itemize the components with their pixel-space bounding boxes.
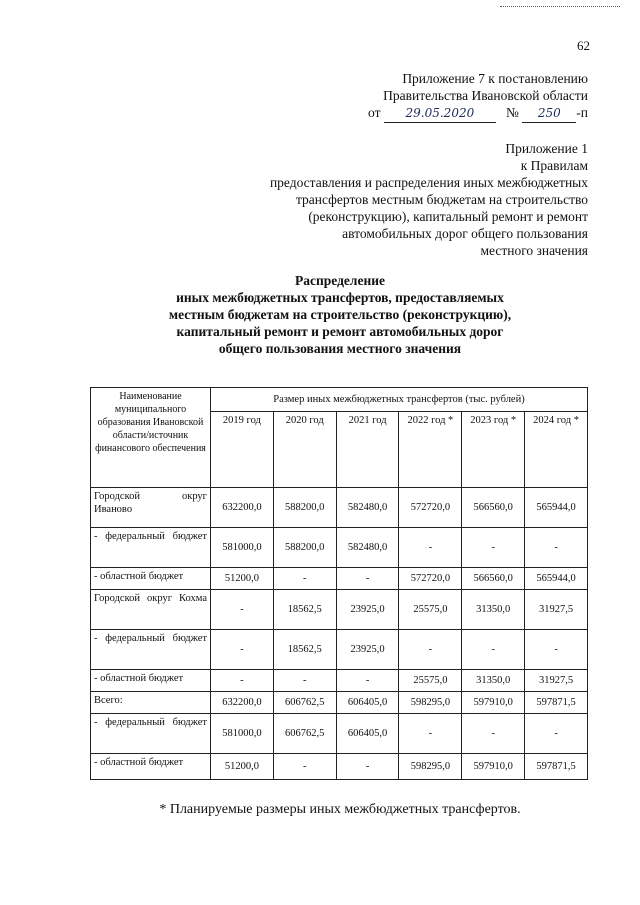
cell-value: - <box>273 670 336 692</box>
cell-value: 18562,5 <box>273 590 336 630</box>
table-body <box>91 488 588 780</box>
cell-value: - <box>525 714 588 754</box>
cell-value: 632200,0 <box>211 488 274 528</box>
title-line4: капитальный ремонт и ремонт автомобильных дорог <box>176 324 504 339</box>
cell-value: 25575,0 <box>399 590 462 630</box>
cell-value: 565944,0 <box>525 488 588 528</box>
table-row <box>91 670 588 692</box>
cell-value: 606405,0 <box>336 714 399 754</box>
cell-value: 582480,0 <box>336 488 399 528</box>
cell-value: - <box>336 568 399 590</box>
cell-value: 598295,0 <box>399 692 462 714</box>
cell-value: - <box>273 568 336 590</box>
cell-value: 597871,5 <box>525 692 588 714</box>
year-header: 2019 год <box>211 412 274 488</box>
number-suffix: -п <box>576 105 588 120</box>
row-label: - областной бюджет <box>91 568 211 590</box>
annex1-line5: (реконструкцию), капитальный ремонт и ремонт <box>308 209 588 224</box>
cell-value: - <box>399 714 462 754</box>
page-number: 62 <box>577 38 590 53</box>
cell-value: - <box>462 714 525 754</box>
year-header: 2021 год <box>336 412 399 488</box>
annex7-header <box>368 70 588 123</box>
title-line5: общего пользования местного значения <box>218 341 462 356</box>
table-row <box>91 568 588 590</box>
cell-value: - <box>462 630 525 670</box>
cell-value: 588200,0 <box>273 488 336 528</box>
cell-value: - <box>211 590 274 630</box>
cell-value: 606762,5 <box>273 692 336 714</box>
cell-value: 581000,0 <box>211 714 274 754</box>
title-line3: местным бюджетам на строительство (реконструкцию), <box>168 307 512 322</box>
cell-value: - <box>336 754 399 780</box>
cell-value: - <box>525 528 588 568</box>
scan-artifact <box>500 6 620 9</box>
size-column-header: Размер иных межбюджетных трансфертов (тыс. рублей) <box>211 388 588 412</box>
table-row <box>91 590 588 630</box>
cell-value: 51200,0 <box>211 568 274 590</box>
row-label: Городской округ Иваново <box>91 488 211 528</box>
cell-value: 588200,0 <box>273 528 336 568</box>
cell-value: 572720,0 <box>399 488 462 528</box>
document-title <box>90 272 590 357</box>
annex1-line4: трансфертов местным бюджетам на строительство <box>295 192 588 207</box>
table-row <box>91 630 588 670</box>
cell-value: 597871,5 <box>525 754 588 780</box>
cell-value: 31927,5 <box>525 590 588 630</box>
year-header: 2022 год * <box>399 412 462 488</box>
cell-value: 572720,0 <box>399 568 462 590</box>
cell-value: 23925,0 <box>336 590 399 630</box>
name-column-header: Наименование муниципального образования Ивановской области/источник финансового обеспечения <box>91 388 211 488</box>
table-row <box>91 692 588 714</box>
annex1-header <box>208 140 588 259</box>
handwritten-number: 250 <box>522 105 576 123</box>
year-header: 2020 год <box>273 412 336 488</box>
number-sign: № <box>506 105 519 120</box>
title-line1: Распределение <box>294 273 386 288</box>
cell-value: 606405,0 <box>336 692 399 714</box>
cell-value: - <box>211 630 274 670</box>
annex1-line7: местного значения <box>480 243 588 258</box>
cell-value: - <box>525 630 588 670</box>
row-label: Городской округ Кохма <box>91 590 211 630</box>
row-label: - федеральный бюджет <box>91 630 211 670</box>
annex7-line1: Приложение 7 к постановлению <box>402 71 588 86</box>
cell-value: 581000,0 <box>211 528 274 568</box>
cell-value: 582480,0 <box>336 528 399 568</box>
annex1-line2: к Правилам <box>520 158 588 173</box>
annex7-line2: Правительства Ивановской области <box>383 88 588 103</box>
annex7-date-line <box>368 104 588 123</box>
row-label: - федеральный бюджет <box>91 528 211 568</box>
row-label: - областной бюджет <box>91 670 211 692</box>
cell-value: 23925,0 <box>336 630 399 670</box>
annex1-line3: предоставления и распределения иных межбюджетных <box>269 175 588 190</box>
cell-value: 51200,0 <box>211 754 274 780</box>
title-line2: иных межбюджетных трансфертов, предоставляемых <box>176 290 504 305</box>
cell-value: 566560,0 <box>462 488 525 528</box>
table-row <box>91 528 588 568</box>
cell-value: - <box>211 670 274 692</box>
row-label: - федеральный бюджет <box>91 714 211 754</box>
date-prefix: от <box>368 105 381 120</box>
cell-value: 31350,0 <box>462 590 525 630</box>
table-row <box>91 714 588 754</box>
table-row <box>91 754 588 780</box>
year-header: 2024 год * <box>525 412 588 488</box>
cell-value: 606762,5 <box>273 714 336 754</box>
cell-value: - <box>273 754 336 780</box>
cell-value: 31927,5 <box>525 670 588 692</box>
cell-value: 18562,5 <box>273 630 336 670</box>
transfers-table <box>90 387 588 780</box>
cell-value: 597910,0 <box>462 754 525 780</box>
annex1-line1: Приложение 1 <box>505 141 588 156</box>
handwritten-date: 29.05.2020 <box>384 105 496 123</box>
cell-value: 632200,0 <box>211 692 274 714</box>
cell-value: - <box>462 528 525 568</box>
cell-value: 31350,0 <box>462 670 525 692</box>
cell-value: - <box>399 630 462 670</box>
cell-value: 565944,0 <box>525 568 588 590</box>
cell-value: 598295,0 <box>399 754 462 780</box>
cell-value: 25575,0 <box>399 670 462 692</box>
year-header: 2023 год * <box>462 412 525 488</box>
annex1-line6: автомобильных дорог общего пользования <box>342 226 588 241</box>
row-label: - областной бюджет <box>91 754 211 780</box>
cell-value: - <box>336 670 399 692</box>
table-row <box>91 488 588 528</box>
footnote: * Планируемые размеры иных межбюджетных трансфертов. <box>159 802 521 817</box>
cell-value: 597910,0 <box>462 692 525 714</box>
cell-value: 566560,0 <box>462 568 525 590</box>
cell-value: - <box>399 528 462 568</box>
row-label: Всего: <box>91 692 211 714</box>
